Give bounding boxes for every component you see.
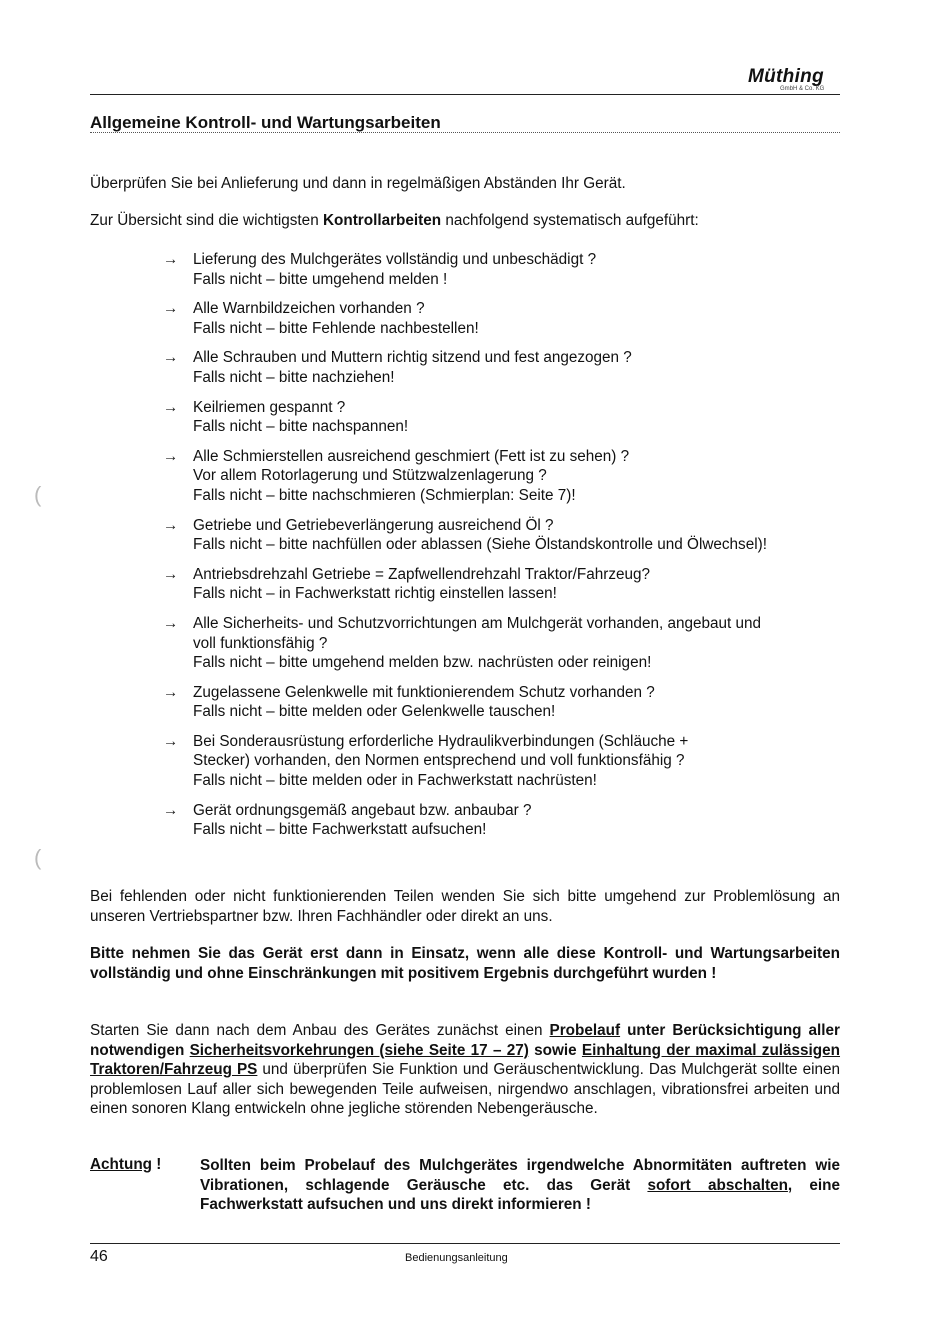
checklist-line: Antriebsdrehzahl Getriebe = Zapfwellendrehzahl Traktor/Fahrzeug? xyxy=(193,565,651,583)
checklist-line: Zugelassene Gelenkwelle mit funktionierendem Schutz vorhanden ? xyxy=(193,683,655,701)
checklist-line: Falls nicht – bitte nachziehen! xyxy=(193,368,395,386)
attention-exclamation: ! xyxy=(152,1156,162,1173)
checklist-item xyxy=(163,732,843,791)
checklist-item xyxy=(163,683,843,722)
arrow-icon: → xyxy=(163,251,179,268)
checklist-item xyxy=(163,516,843,555)
attention-label xyxy=(90,1156,161,1174)
checklist-item xyxy=(163,447,843,506)
checklist-line: Falls nicht – bitte umgehend melden bzw. nachrüsten oder reinigen! xyxy=(193,654,652,672)
checklist-line: Keilriemen gespannt ? xyxy=(193,398,346,416)
probelauf-term: Probelauf xyxy=(549,1022,621,1039)
checklist-line: Bei Sonderausrüstung erforderliche Hydraulikverbindungen (Schläuche + xyxy=(193,732,689,750)
intro-paragraph: Überprüfen Sie bei Anlieferung und dann in regelmäßigen Abständen Ihr Gerät. xyxy=(90,175,626,192)
attention-text-end: , eine Fachwerkstatt aufsuchen und uns direkt informieren ! xyxy=(200,1176,841,1213)
checklist-line: Falls nicht – bitte Fachwerkstatt aufsuchen! xyxy=(193,821,487,839)
arrow-icon: → xyxy=(163,349,179,367)
test-run-text: Starten Sie dann nach dem Anbau des Gerätes zunächst einen xyxy=(90,1022,550,1039)
shutdown-term: sofort abschalten xyxy=(647,1176,788,1194)
power-limit-term: Einhaltung der maximal zulässigen Traktoren/Fahrzeug PS xyxy=(90,1041,841,1078)
attention-text xyxy=(200,1156,840,1215)
arrow-icon: → xyxy=(163,683,179,701)
test-run-paragraph xyxy=(90,1021,840,1119)
arrow-icon: → xyxy=(163,300,179,318)
checklist-line: voll funktionsfähig ? xyxy=(193,634,328,652)
checklist-line: Alle Warnbildzeichen vorhanden ? xyxy=(193,300,425,318)
header-rule xyxy=(90,94,840,95)
checklist-line: Falls nicht – bitte melden oder Gelenkwelle tauschen! xyxy=(193,703,556,721)
arrow-icon: → xyxy=(163,447,179,465)
checklist-line: Lieferung des Mulchgerätes vollständig und unbeschädigt ? xyxy=(193,251,597,268)
checklist-line: Falls nicht – bitte umgehend melden ! xyxy=(193,270,448,288)
test-run-bold-text: unter Berücksichtigung aller notwendigen xyxy=(90,1022,840,1059)
checklist-line: Stecker) vorhanden, den Normen entsprechend und voll funktionsfähig ? xyxy=(193,752,685,770)
intro-text: Zur Übersicht sind die wichtigsten xyxy=(90,212,323,229)
attention-text-start: Sollten beim Probelauf des Mulchgerätes irgendwelche Abnormitäten auftreten wie Vibrationen, schlagende Geräusche etc. das Gerät xyxy=(200,1157,840,1194)
arrow-icon: → xyxy=(163,398,179,416)
checklist-line: Falls nicht – bitte Fehlende nachbestellen! xyxy=(193,319,479,337)
checklist-line: Falls nicht – bitte nachschmieren (Schmierplan: Seite 7)! xyxy=(193,486,576,504)
safety-reference: Sicherheitsvorkehrungen (siehe Seite 17 – 27) xyxy=(189,1041,529,1059)
checklist-line: Vor allem Rotorlagerung und Stützwalzenlagerung ? xyxy=(193,467,547,485)
attention-word: Achtung xyxy=(90,1156,153,1173)
checklist-line: Alle Schrauben und Muttern richtig sitzend und fest angezogen ? xyxy=(193,349,632,367)
section-title: Allgemeine Kontroll- und Wartungsarbeiten xyxy=(90,113,441,132)
footer-rule xyxy=(90,1243,840,1244)
checklist-line: Falls nicht – bitte melden oder in Fachwerkstatt nachrüsten! xyxy=(193,772,597,790)
warning-paragraph: Bitte nehmen Sie das Gerät erst dann in Einsatz, wenn alle diese Kontroll- und Wartungsarbeiten vollständig und ohne Einschränkungen mit positivem Ergebnis durchgeführt wurden ! xyxy=(90,945,840,982)
punch-hole-mark: ( xyxy=(34,482,42,507)
footer-title: Bedienungsanleitung xyxy=(405,1252,508,1264)
checklist-line: Falls nicht – bitte nachfüllen oder ablassen (Siehe Ölstandskontrolle und Ölwechsel)! xyxy=(193,536,767,554)
checklist-item xyxy=(163,398,843,437)
punch-hole-mark: ( xyxy=(34,845,42,870)
checklist-line: Alle Sicherheits- und Schutzvorrichtungen am Mulchgerät vorhanden, angebaut und xyxy=(193,614,762,632)
arrow-icon: → xyxy=(163,732,179,750)
checklist-item xyxy=(163,801,843,840)
closing-paragraph: Bei fehlenden oder nicht funktionierenden Teilen wenden Sie sich bitte umgehend zur Problemlösung an unseren Vertriebspartner bzw. Ihren Fachhändler oder direkt an uns. xyxy=(90,888,840,925)
brand-logo: Müthing xyxy=(748,66,824,87)
checklist-line: Falls nicht – in Fachwerkstatt richtig einstellen lassen! xyxy=(193,585,557,603)
checklist-item xyxy=(163,250,843,289)
checklist-item xyxy=(163,565,843,604)
page-number: 46 xyxy=(90,1248,108,1265)
checklist-item xyxy=(163,614,843,673)
intro-text-end: nachfolgend systematisch aufgeführt: xyxy=(441,212,699,229)
arrow-icon: → xyxy=(163,516,179,534)
checklist xyxy=(163,250,843,850)
intro-bold-term: Kontrollarbeiten xyxy=(322,212,442,229)
arrow-icon: → xyxy=(163,614,179,632)
checklist-line: Gerät ordnungsgemäß angebaut bzw. anbaubar ? xyxy=(193,801,532,819)
arrow-icon: → xyxy=(163,565,179,583)
brand-logo-subtitle: GmbH & Co. KG xyxy=(780,86,825,92)
test-run-connector: sowie xyxy=(528,1041,582,1059)
checklist-line: Falls nicht – bitte nachspannen! xyxy=(193,418,409,436)
checklist-line: Getriebe und Getriebeverlängerung ausreichend Öl ? xyxy=(193,516,554,534)
test-run-text-end: und überprüfen Sie Funktion und Geräuschentwicklung. Das Mulchgerät sollte einen problemlosen Lauf aller sich bewegenden Teile aufweisen, nirgendwo anschlagen, vibrationsfrei arbeiten und einen sonoren Klang entwickeln ohne jegliche störenden Nebengeräusche. xyxy=(90,1061,840,1117)
intro-paragraph-2 xyxy=(90,211,840,231)
checklist-item xyxy=(163,348,843,387)
title-underline xyxy=(90,132,840,133)
checklist-item xyxy=(163,299,843,338)
arrow-icon: → xyxy=(163,801,179,819)
checklist-line: Alle Schmierstellen ausreichend geschmiert (Fett ist zu sehen) ? xyxy=(193,447,630,465)
